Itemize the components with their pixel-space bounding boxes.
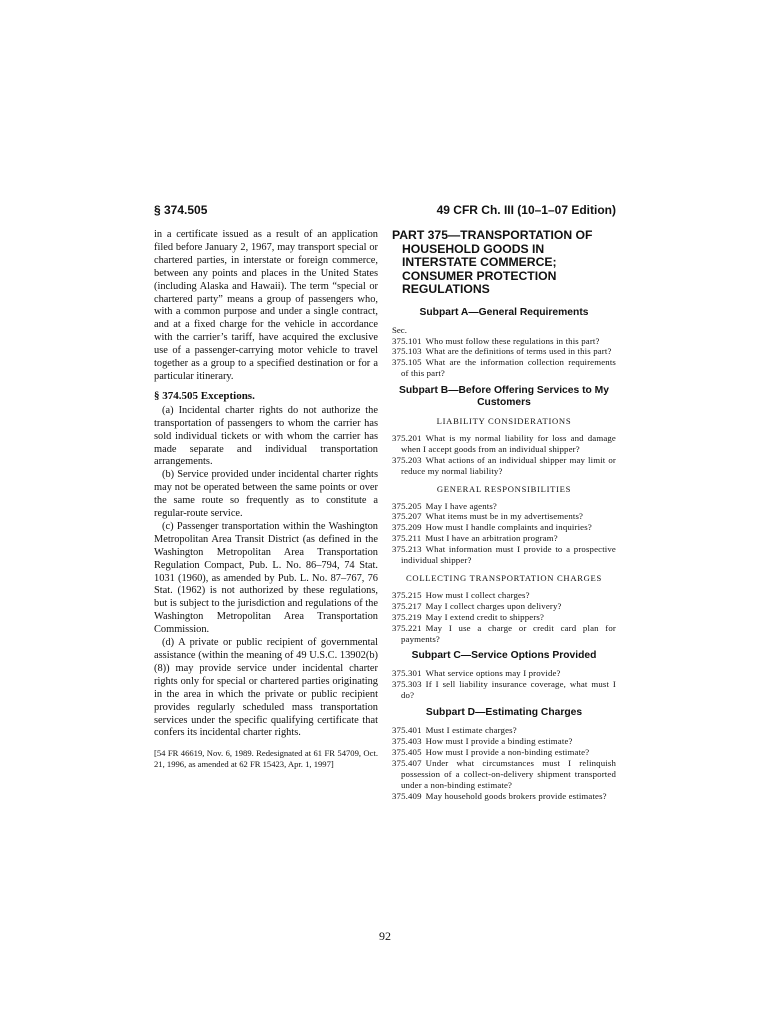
toc-item-text: May household goods brokers provide estimates? xyxy=(425,790,607,801)
running-head xyxy=(154,203,616,221)
toc-item-number: 375.211 xyxy=(392,533,422,544)
toc-item-number: 375.303 xyxy=(392,679,422,690)
toc-item-number: 375.105 xyxy=(392,357,422,368)
toc-item xyxy=(392,668,616,679)
toc-item-number: 375.403 xyxy=(392,736,422,747)
toc-item-number: 375.217 xyxy=(392,600,422,611)
toc-item-number: 375.209 xyxy=(392,522,422,533)
toc-item xyxy=(392,336,616,347)
toc-item-text: What actions of an individual shipper may limit or reduce my normal liability? xyxy=(401,454,616,476)
section-heading: § 374.505 Exceptions. xyxy=(154,389,255,402)
toc-list-c xyxy=(392,668,616,701)
toc-item-text: Must I estimate charges? xyxy=(425,725,517,736)
toc-item-number: 375.203 xyxy=(392,454,422,465)
part-title: PART 375—TRANSPORTATION OF HOUSEHOLD GOODS IN INTERSTATE COMMERCE; CONSUMER PROTECTION REGULATIONS xyxy=(392,228,593,296)
toc-item-number: 375.221 xyxy=(392,622,422,633)
toc-item-text: How must I provide a non-binding estimate? xyxy=(425,746,590,757)
subpart-b-heading: Subpart B—Before Offering Services to My Customers xyxy=(399,385,609,409)
paragraph-c: (c) Passenger transportation within the Washington Metropolitan Area Transit District (as defined in the Washington Metropolitan Area Transportation Regulation Compact, Pub. L. No. 86–794, 74 Stat. 1031 (1960), as amended by Pub. L. No. 87–767, 76 Stat. (1962) is not authorized by these regulations, but is subject to the jurisdiction and regulations of the Washington Metropolitan Area Transportation Commission. xyxy=(154,520,378,636)
group-heading-collecting: COLLECTING TRANSPORTATION CHARGES xyxy=(405,573,602,583)
toc-item xyxy=(392,623,616,645)
toc-item-number: 375.405 xyxy=(392,746,422,757)
running-head-edition: 49 CFR Ch. III (10–1–07 Edition) xyxy=(436,203,616,217)
toc-item xyxy=(392,736,616,747)
toc-list-general xyxy=(392,501,616,566)
group-heading-liability: LIABILITY CONSIDERATIONS xyxy=(436,416,572,427)
toc-item-text: How must I provide a binding estimate? xyxy=(425,736,573,747)
toc-item xyxy=(392,455,616,477)
toc-item xyxy=(392,679,616,701)
toc-list-d xyxy=(392,725,616,801)
subpart-d-heading: Subpart D—Estimating Charges xyxy=(425,707,583,719)
toc-item xyxy=(392,590,616,601)
toc-item-number: 375.205 xyxy=(392,500,422,511)
sec-label: Sec. xyxy=(392,324,407,335)
toc-item-text: May I have agents? xyxy=(425,500,497,511)
page-number: 92 xyxy=(379,929,391,943)
paragraph-b: (b) Service provided under incidental charter rights may not be operated between the same points or over the same route so frequently as to constitute a regular-route service. xyxy=(154,469,378,520)
toc-item xyxy=(392,511,616,522)
toc-item xyxy=(392,533,616,544)
toc-item-number: 375.401 xyxy=(392,725,422,736)
toc-item-text: What are the definitions of terms used in this part? xyxy=(425,346,612,357)
toc-list-liability xyxy=(392,433,616,477)
toc-item xyxy=(392,791,616,802)
toc-item xyxy=(392,522,616,533)
paragraph-d: (d) A private or public recipient of governmental assistance (within the meaning of 49 U.S.C. 13902(b)(8)) may provide service under incidental charter rights only for special or chartered parties originating in the area in which the private or public recipient provides regularly scheduled mass transportation services under the specific qualifying certificate that confers its incidental charter rights. xyxy=(154,637,378,739)
toc-item-text: What information must I provide to a prospective individual shipper? xyxy=(401,544,616,566)
toc-item-number: 375.101 xyxy=(392,335,422,346)
toc-item xyxy=(392,433,616,455)
paragraph-a: (a) Incidental charter rights do not authorize the transportation of passengers to whom the carrier has sold individual tickets or with whom the carrier has made separate and individual transportation arrangements. xyxy=(154,404,378,468)
toc-item-text: May I use a charge or credit card plan for payments? xyxy=(401,622,616,644)
source-note: [54 FR 46619, Nov. 6, 1989. Redesignated at 61 FR 54709, Oct. 21, 1996, as amended at 62 FR 15423, Apr. 1, 1997] xyxy=(154,748,378,770)
right-column xyxy=(392,229,616,802)
toc-item xyxy=(392,544,616,566)
subpart-c-heading: Subpart C—Service Options Provided xyxy=(411,650,597,662)
subpart-a-heading: Subpart A—General Requirements xyxy=(419,306,589,318)
toc-item-text: Must I have an arbitration program? xyxy=(425,533,558,544)
left-column xyxy=(154,229,378,770)
toc-item-text: May I extend credit to shippers? xyxy=(425,611,545,622)
toc-item-number: 375.407 xyxy=(392,757,422,768)
toc-item-text: What is my normal liability for loss and damage when I accept goods from an individual shipper? xyxy=(401,433,616,454)
toc-item xyxy=(392,758,616,791)
toc-item-text: What service options may I provide? xyxy=(425,668,561,679)
toc-item xyxy=(392,612,616,623)
toc-item-number: 375.201 xyxy=(392,433,422,444)
intro-paragraph: in a certificate issued as a result of an application filed before January 2, 1967, may transport special or chartered parties, in interstate or foreign commerce, between any points and places in the United States (including Alaska and Hawaii). The term “special or chartered party” means a group of passengers who, with a common purpose and under a single contract, and at a fixed charge for the vehicle in accordance with the carrier’s tariff, have acquired the exclusive use of a passenger-carrying motor vehicle to travel together as a group to a specified destination or for a particular itinerary. xyxy=(154,229,378,382)
toc-item-number: 375.409 xyxy=(392,790,422,801)
toc-item-text: How must I handle complaints and inquiries? xyxy=(425,522,592,533)
toc-item xyxy=(392,357,616,379)
toc-item-text: What items must be in my advertisements? xyxy=(425,511,584,522)
toc-item xyxy=(392,747,616,758)
toc-item-number: 375.215 xyxy=(392,589,422,600)
toc-list-a xyxy=(392,336,616,380)
toc-list-collecting xyxy=(392,590,616,645)
toc-item xyxy=(392,601,616,612)
running-head-section: § 374.505 xyxy=(154,203,208,217)
toc-item-number: 375.301 xyxy=(392,668,422,679)
toc-item-number: 375.213 xyxy=(392,544,422,555)
toc-item xyxy=(392,501,616,512)
toc-item-text: If I sell liability insurance coverage, what must I do? xyxy=(401,679,616,701)
toc-item-number: 375.219 xyxy=(392,611,422,622)
toc-item-text: How must I collect charges? xyxy=(425,589,530,600)
toc-item-text: Who must follow these regulations in this part? xyxy=(425,335,600,346)
toc-item-text: May I collect charges upon delivery? xyxy=(425,600,562,611)
toc-item xyxy=(392,346,616,357)
toc-item-text: What are the information collection requirements of this part? xyxy=(401,357,616,379)
toc-item xyxy=(392,725,616,736)
toc-item-number: 375.103 xyxy=(392,346,422,357)
group-heading-general: GENERAL RESPONSIBILITIES xyxy=(436,483,572,494)
toc-item-number: 375.207 xyxy=(392,511,422,522)
toc-item-text: Under what circumstances must I relinquish possession of a collect-on-delivery shipment transported under a non-binding estimate? xyxy=(401,757,616,790)
